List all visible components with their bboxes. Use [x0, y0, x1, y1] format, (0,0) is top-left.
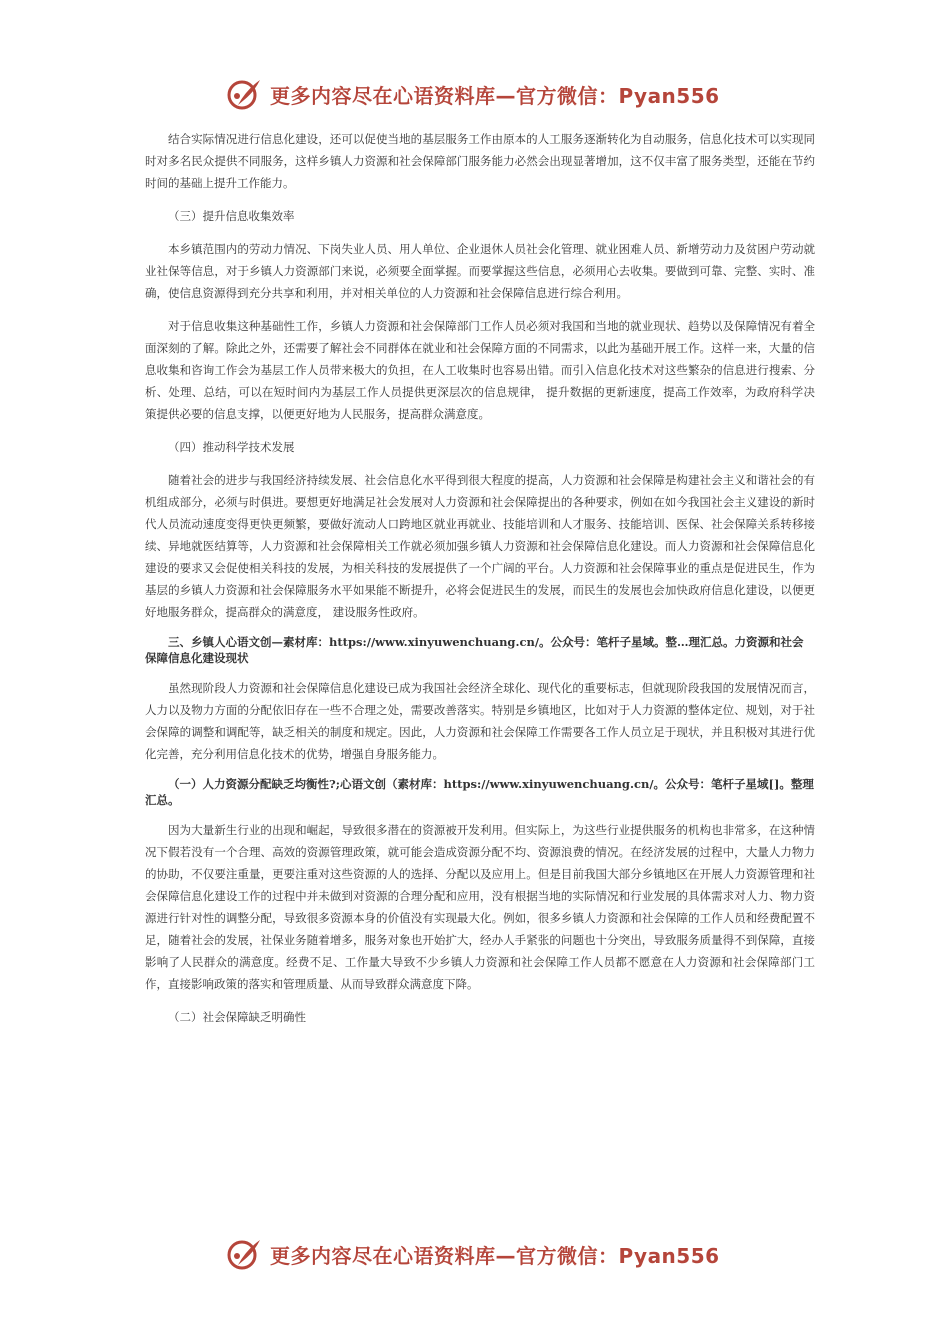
document-body — [145, 128, 815, 1039]
section-heading: （四）推动科学技术发展 — [168, 440, 295, 454]
paragraph: 因为大量新生行业的出现和崛起，导致很多潜在的资源被开发利用。但实际上，为这些行业提供服务的机构也非常多，在这种情况下假若没有一个合理、高效的资源管理政策，就可能会造成资源分配不均、资源浪费的情况。在经济发展的过程中，大量人力物力的协助，不仅要注重量，更要注重对这些资源的人的选择、分配以及应用上。但是目前我国大部分乡镇地区在开展人力资源管理和社会保障信息化建设工作的过程中并未做到对资源的合理分配和应用，没有根据当地的实际情况和行业发展的具体需求对人力、物力资源进行针对性的调整分配，导致很多资源本身的价值没有实现最大化。例如，很多乡镇人力资源和社会保障的工作人员和经费配置不足，随着社会的发展，社保业务随着增多，服务对象也开始扩大，经办人手紧张的问题也十分突出，导致服务质量得不到保障，直接影响了人民群众的满意度。经费不足、工作量大导致不少乡镇人力资源和社会保障工作人员都不愿意在人力资源和社会保障部门工作，直接影响政策的落实和管理质量、从而导致群众满意度下降。 — [145, 823, 815, 991]
quill-logo-icon — [224, 1236, 264, 1272]
footer-banner — [224, 1236, 744, 1272]
section-heading: （二）社会保障缺乏明确性 — [168, 1010, 306, 1024]
banner-text: 更多内容尽在心语资料库—官方微信：Pyan556 — [270, 1243, 720, 1268]
header-banner — [224, 76, 744, 112]
paragraph: 随着社会的进步与我国经济持续发展、社会信息化水平得到很大程度的提高，人力资源和社会保障是构建社会主义和谐社会的有机组成部分，必须与时俱进。要想更好地满足社会发展对人力资源和社会保障提出的各种要求，例如在如今我国社会主义建设的新时代人员流动速度变得更快更频繁，要做好流动人口跨地区就业再就业、技能培训和人才服务、技能培训、医保、社会保障关系转移接续、异地就医结算等，人力资源和社会保障相关工作就必须加强乡镇人力资源和社会保障信息化建设。而人力资源和社会保障信息化建设的要求又会促使相关科技的发展，为相关科技的发展提供了一个广阔的平台。人力资源和社会保障事业的重点是促进民生，作为基层的乡镇人力资源和社会保障服务水平如果能不断提升，必将会促进民生的发展，而民生的发展也会加快政府信息化建设，以便更好地服务群众，提高群众的满意度， 建设服务性政府。 — [145, 473, 815, 619]
paragraph: 本乡镇范围内的劳动力情况、下岗失业人员、用人单位、企业退休人员社会化管理、就业困难人员、新增劳动力及贫困户劳动就业社保等信息，对于乡镇人力资源部门来说，必须要全面掌握。而要掌握这些信息，必须用心去收集。要做到可靠、完整、实时、准确，使信息资源得到充分共享和利用，并对相关单位的人力资源和社会保障信息进行综合利用。 — [145, 242, 815, 300]
paragraph: 对于信息收集这种基础性工作，乡镇人力资源和社会保障部门工作人员必须对我国和当地的就业现状、趋势以及保障情况有着全面深刻的了解。除此之外，还需要了解社会不同群体在就业和社会保障方面的不同需求，以此为基础开展工作。这样一来，大量的信息收集和咨询工作会为基层工作人员带来极大的负担，在人工收集时也容易出错。而引入信息化技术对这些繁杂的信息进行搜索、分析、处理、总结，可以在短时间内为基层工作人员提供更深层次的信息规律， 提升数据的更新速度，提高工作效率，为政府科学决策提供必要的信息支撑，以便更好地为人民服务，提高群众满意度。 — [145, 319, 815, 421]
paragraph: 虽然现阶段人力资源和社会保障信息化建设已成为我国社会经济全球化、现代化的重要标志，但就现阶段我国的发展情况而言，人力以及物力方面的分配依旧存在一些不合理之处，需要改善落实。特别是乡镇地区，比如对于人力资源的整体定位、规划，对于社会保障的调整和调配等，缺乏相关的制度和规定。因此，人力资源和社会保障工作需要各工作人员立足于现状，并且积极对其进行优化完善，充分利用信息化技术的优势，增强自身服务能力。 — [145, 681, 815, 761]
banner-text: 更多内容尽在心语资料库—官方微信：Pyan556 — [270, 83, 720, 108]
paragraph: 结合实际情况进行信息化建设，还可以促使当地的基层服务工作由原本的人工服务逐渐转化为自动服务，信息化技术可以实现同时对多名民众提供不同服务，这样乡镇人力资源和社会保障部门服务能力必然会出现显著增加，这不仅丰富了服务类型，还能在节约时间的基础上提升工作能力。 — [145, 132, 815, 190]
chapter-heading: 三、乡镇人心语文创—素材库：https://www.xinyuwenchuang.cn/。公众号：笔杆子星域。整…理汇总。力资源和社会保障信息化建设现状 — [145, 635, 804, 665]
section-heading: （三）提升信息收集效率 — [168, 209, 295, 223]
section-heading: （一）人力资源分配缺乏均衡性?;心语文创（素材库：https://www.xinyuwenchuang.cn/。公众号：笔杆子星域[]。整理汇总。 — [145, 777, 814, 807]
quill-logo-icon — [224, 76, 264, 112]
